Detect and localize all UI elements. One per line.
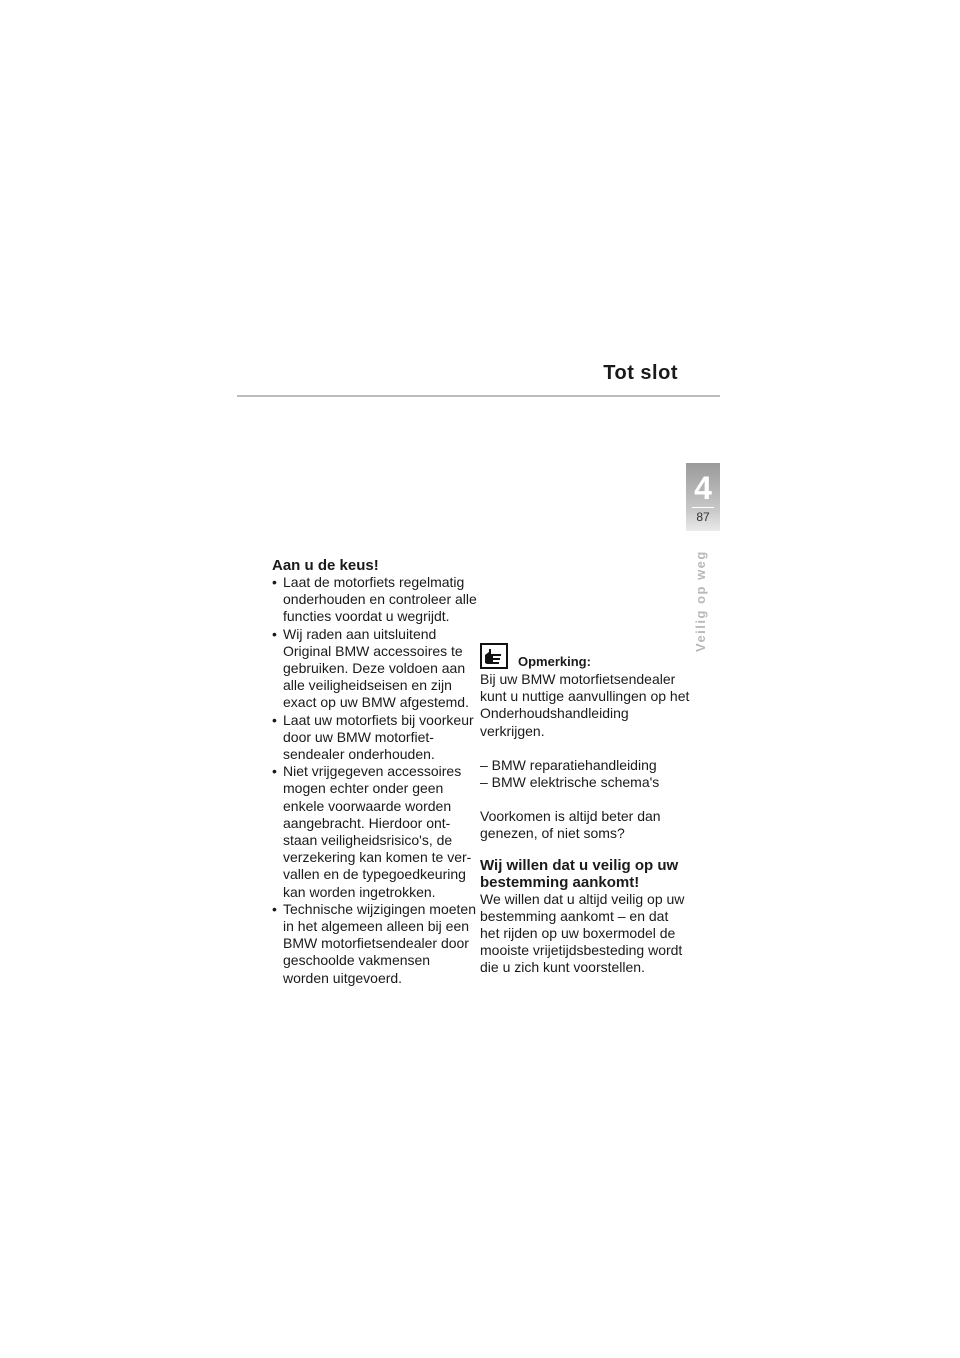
- right-column: [480, 640, 690, 977]
- chapter-tab: [686, 463, 720, 531]
- list-item: • Niet vrijgegeven accessoires mogen echter onder geen enkele voorwaarde worden aangebracht. Hierdoor ontstaan veiligheidsrisico's, de verzekering kan komen te vervallen en de typegoedkeuring kan worden ingetrokken.: [272, 763, 477, 901]
- section-label: Veilig op weg: [693, 550, 708, 652]
- list-item: • Laat de motorfiets regelmatig onderhouden en controleer alle functies voordat u wegrijdt.: [272, 574, 477, 626]
- list-item: • Technische wijzigingen moeten in het algemeen alleen bij een BMW motorfietsendealer door geschoolde vakmensen worden uitgevoerd.: [272, 901, 477, 987]
- list-item: • Wij raden aan uitsluitend Original BMW accessoires te gebruiken. Deze voldoen aan alle veiligheidseisen en zijn exact op uw BMW afgestemd.: [272, 626, 477, 712]
- chapter-number: 4: [694, 470, 712, 506]
- list-item: – BMW elektrische schema's: [480, 774, 660, 791]
- hand-pointing-note-icon: [480, 643, 508, 669]
- chapter-divider: [692, 507, 714, 508]
- header-rule: [237, 395, 720, 397]
- page-title: Tot slot: [603, 362, 678, 384]
- final-text: We willen dat u altijd veilig op uw bestemming aankomt – en dat het rijden op uw boxermodel de mooiste vrijetijdsbesteding wordt die u zich kunt voorstellen.: [480, 890, 685, 976]
- section-heading-2: Wij willen dat u veilig op uw bestemming aankomt!: [480, 856, 679, 891]
- note-label: Opmerking:: [518, 654, 591, 669]
- closing-text: Voorkomen is altijd beter dan genezen, of niet soms?: [480, 808, 661, 842]
- note-text: Bij uw BMW motorfietsendealer kunt u nuttige aanvullingen op het Onderhoudshandleiding verkrijgen.: [480, 671, 690, 739]
- note-header: [480, 640, 690, 671]
- bullet-list: [272, 574, 477, 987]
- page-number: 87: [696, 510, 710, 524]
- list-item: – BMW reparatiehandleiding: [480, 756, 657, 773]
- section-heading: Aan u de keus!: [272, 557, 379, 574]
- left-column: [272, 557, 477, 987]
- list-item: • Laat uw motorfiets bij voorkeur door uw BMW motorfietsendealer onderhouden.: [272, 712, 477, 764]
